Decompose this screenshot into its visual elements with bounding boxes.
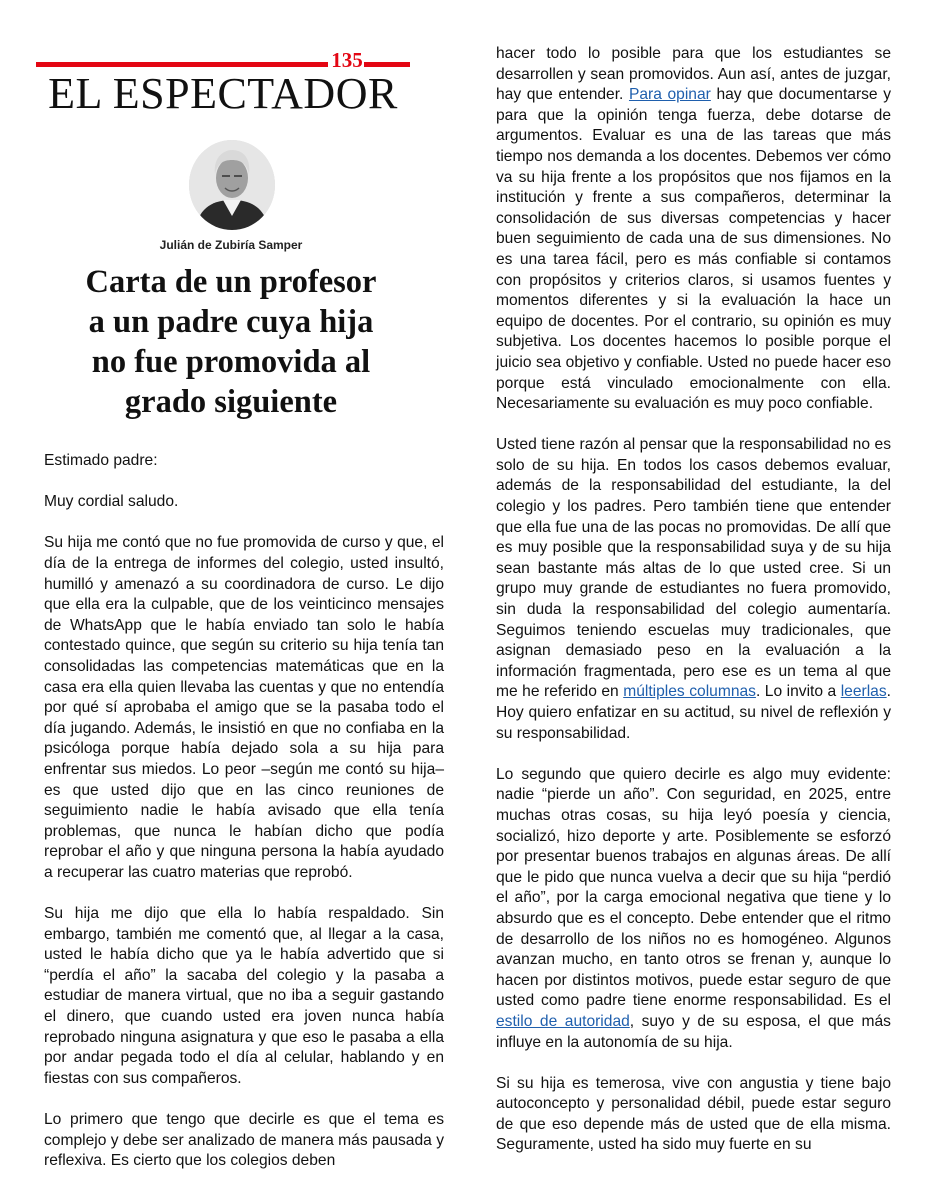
headline-line: a un padre cuya hija (88, 304, 374, 340)
paragraph-text: Usted tiene razón al pensar que la responsabilidad no es solo de su hija. En todos los casos debemos evaluar, además de la responsabilidad del estudiante, la del colegio y los padres. Pero también tiene que entender que ella fue una de las pocas no promovidas. De allí que es muy posible que la responsabilidad suya y de su hija sean bastante más altas de lo que usted cree. Si un grupo muy grande de estudiantes no fuera promovido, sin duda la responsabilidad del colegio aumentaría. Seguimos teniendo escuelas muy tradicionales, que asignan demasiado peso en la evaluación a la información fragmentada, pero ese es un tema al que me he referido en (496, 436, 891, 701)
masthead-name: EL ESPECTADOR (48, 69, 398, 118)
paragraph-text: hay que documentarse y para que la opinión tenga fuerza, debe dotarse de argumentos. Evaluar es una de las tareas que más tiempo nos demanda a los docentes. Debemos ver cómo va su hija frente a los propósitos que nos fijamos en la institución y frente a sus compañeros, determinar la consolidación de sus diversas competencias y hacer buen seguimiento de cada una de sus dimensiones. No es una tarea fácil, pero es más confiable si contamos con propósitos y criterios claros, si usamos fuentes y momentos diferentes y si la evaluación la hace un equipo de docentes. Por el contrario, su opinión es muy subjetiva. Los docentes hacemos lo posible porque el juicio sea objetivo y confiable. Usted no puede hacer eso porque está vinculado emocionalmente con ella. Necesariamente su evaluación es muy poco confiable. (496, 86, 891, 413)
paragraph (496, 435, 891, 744)
author-photo (189, 140, 275, 230)
link-estilo-de-autoridad[interactable]: estilo de autoridad (496, 1012, 630, 1030)
paragraph: Si su hija es temerosa, vive con angustia y tiene bajo autoconcepto y personalidad débil, puede estar seguro de que eso depende más de usted que de ella misma. Seguramente, usted ha sido muy fuerte en su (496, 1074, 891, 1154)
paragraph (496, 765, 891, 1053)
salutation: Muy cordial saludo. (44, 493, 179, 511)
greeting: Estimado padre: (44, 452, 158, 469)
paragraph: Su hija me contó que no fue promovida de curso y que, el día de la entrega de informes del colegio, usted insultó, humilló y amenazó a su coordinadora de curso. Le dijo que ella era la culpable, que de los veinticinco mensajes de WhatsApp que le había enviado tan solo le había contestado quince, que según su criterio su hija tenía tan consolidadas las competencias matemáticas que en la casa era ella quien llevaba las cuentas y que no entendía por qué sí aprobaba el amigo que se la pasaba todo el día jugando. Además, le insistió en que no confiaba en la psicóloga porque había dejado sola a su hija para enfrentar sus miedos. Lo peor –según me contó su hija– es que usted dijo que en las cinco reuniones de seguimiento nadie le había avisado que ella tenía problemas, que nunca le habían dicho que podía reprobar el año y que ninguna persona la había ayudado a recuperar las cuatro materias que reprobó. (44, 534, 444, 881)
article-headline (44, 262, 418, 422)
right-body-column (496, 44, 891, 1177)
headline-line: no fue promovida al (91, 344, 371, 380)
masthead-logo[interactable] (36, 48, 410, 120)
paragraph-text: . Hoy quiero enfatizar en su actitud, su nivel de reflexión y su responsabilidad. (496, 683, 891, 742)
paragraph-text: . Lo invito a (755, 683, 841, 701)
left-body-column (44, 451, 444, 1192)
masthead-anniversary: 135 (331, 48, 363, 72)
paragraph-text: , suyo y de su esposa, el que más influye en la autonomía de su hija. (496, 1012, 891, 1051)
link-leerlas[interactable]: leerlas (840, 683, 887, 701)
paragraph-text: Lo segundo que quiero decirle es algo muy evidente: nadie “pierde un año”. Con seguridad, en 2025, entre muchas otras cosas, su hija leyó poesía y ciencia, socializó, hizo deporte y arte. Posiblemente se esforzó por presentar buenos trabajos en algunas áreas. De allí que le pido que nunca vuelva a decir que su hija “perdió el año”, por la carga emocional negativa que tiene y lo absurdo que es el concepto. Debe entender que el ritmo de desarrollo de los niños no es homogéneo. Algunos avanzan mucho, en tanto otros se frenan y, aunque lo hacen por distintos motivos, puede estar seguro de que usted como padre tiene enorme responsabilidad. Es el (496, 765, 891, 1010)
headline-line: grado siguiente (124, 384, 338, 420)
paragraph: Lo primero que tengo que decirle es que el tema es complejo y debe ser analizado de manera más pausada y reflexiva. Es cierto que los colegios deben (44, 1111, 444, 1170)
link-para-opinar[interactable]: Para opinar (628, 86, 711, 104)
author-name: Julián de Zubiría Samper (159, 238, 303, 252)
paragraph (496, 44, 891, 415)
headline-line: Carta de un profesor (85, 264, 377, 300)
link-multiples-columnas[interactable]: múltiples columnas (623, 683, 756, 701)
paragraph-text: hacer todo lo posible para que los estudiantes se desarrollen y sean promovidos. Aun así, antes de juzgar, hay que entender. (496, 45, 891, 104)
paragraph: Su hija me dijo que ella lo había respaldado. Sin embargo, también me comentó que, al llegar a la casa, usted le había dicho que ya le había advertido que si “perdía el año” la sacaba del colegio y la pasaba a estudiar de manera virtual, que no iba a seguir gastando el dinero, que cuando usted era joven nunca había reprobado ninguna asignatura y que eso le pasaba a ella por andar pegada todo el día al celular, hablando y en fiestas con sus compañeros. (44, 905, 444, 1087)
